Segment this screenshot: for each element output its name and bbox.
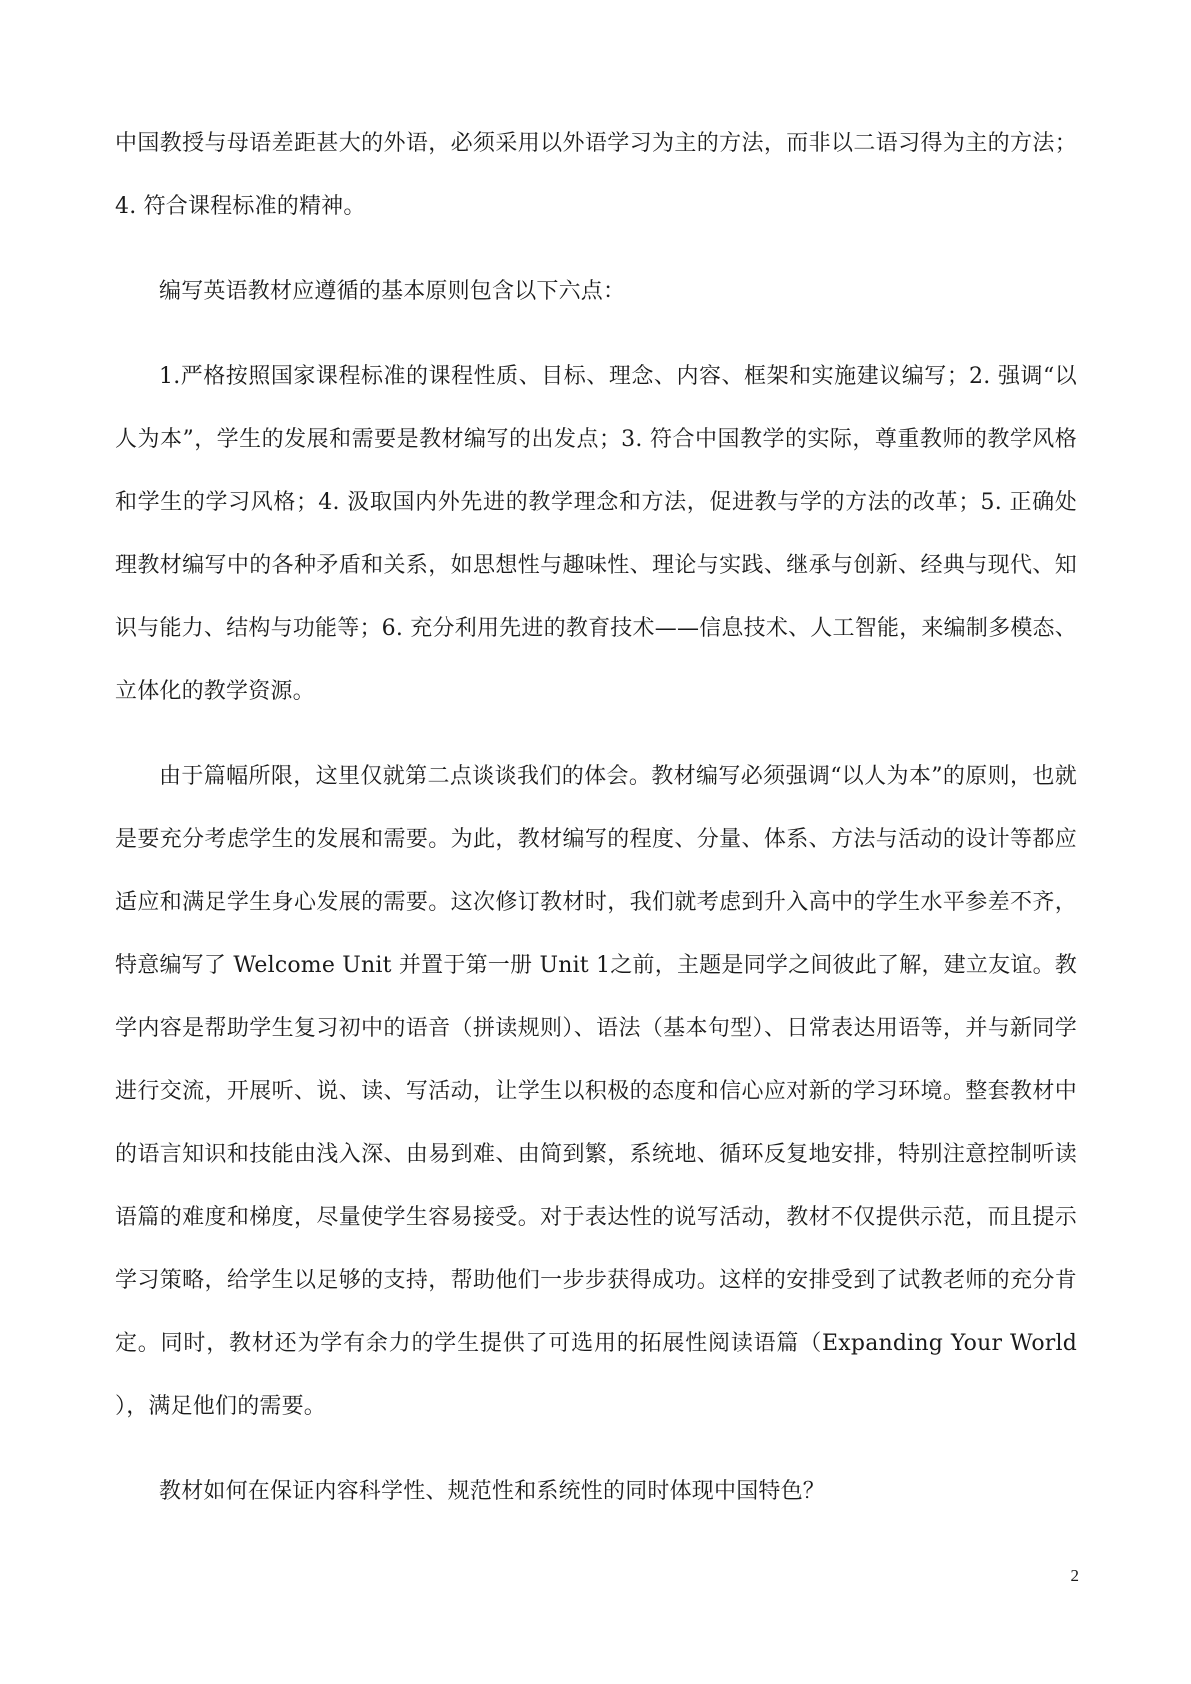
page-number: 2 [1070,1566,1079,1585]
paragraph-student-centered: 由于篇幅所限，这里仅就第二点谈谈我们的体会。教材编写必须强调“以人为本”的原则，也就是要充分考虑学生的发展和需要。为此，教材编写的程度、分量、体系、方法与活动的设计等都应适应和满足学生身心发展的需要。这次修订教材时，我们就考虑到升入高中的学生水平参差不齐，特意编写了 Welcome Unit 并置于第一册 Unit 1之前，主题是同学之间彼此了解，建立友谊。教学内容是帮助学生复习初中的语音（拼读规则）、语法（基本句型）、日常表达用语等，并与新同学进行交流，开展听、说、读、写活动，让学生以积极的态度和信心应对新的学习环境。整套教材中的语言知识和技能由浅入深、由易到难、由简到繁，系统地、循环反复地安排，特别注意控制听读语篇的难度和梯度，尽量使学生容易接受。对于表达性的说写活动，教材不仅提供示范，而且提示学习策略，给学生以足够的支持，帮助他们一步步获得成功。这样的安排受到了试教老师的充分肯定。同时，教材还为学有余力的学生提供了可选用的拓展性阅读语篇（Expanding Your World ），满足他们的需要。 [115,764,1077,1419]
paragraph-question: 教材如何在保证内容科学性、规范性和系统性的同时体现中国特色？ [159,1479,826,1504]
paragraph-principles-list: 1.严格按照国家课程标准的课程性质、目标、理念、内容、框架和实施建议编写；2. 强调“以人为本”，学生的发展和需要是教材编写的出发点；3. 符合中国教学的实际，尊重教师的教学风格和学生的学习风格；4. 汲取国内外先进的教学理念和方法，促进教与学的方法的改革；5. 正确处理教材编写中的各种矛盾和关系，如思想性与趣味性、理论与实践、继承与创新、经典与现代、知识与能力、结构与功能等；6. 充分利用先进的教育技术——信息技术、人工智能，来编制多模态、立体化的教学资源。 [115,364,1077,704]
paragraph-continuation: 中国教授与母语差距甚大的外语，必须采用以外语学习为主的方法，而非以二语习得为主的方法；4. 符合课程标准的精神。 [115,131,1077,219]
paragraph-principles-intro: 编写英语教材应遵循的基本原则包含以下六点： [159,279,626,304]
body-text [115,112,1077,1523]
